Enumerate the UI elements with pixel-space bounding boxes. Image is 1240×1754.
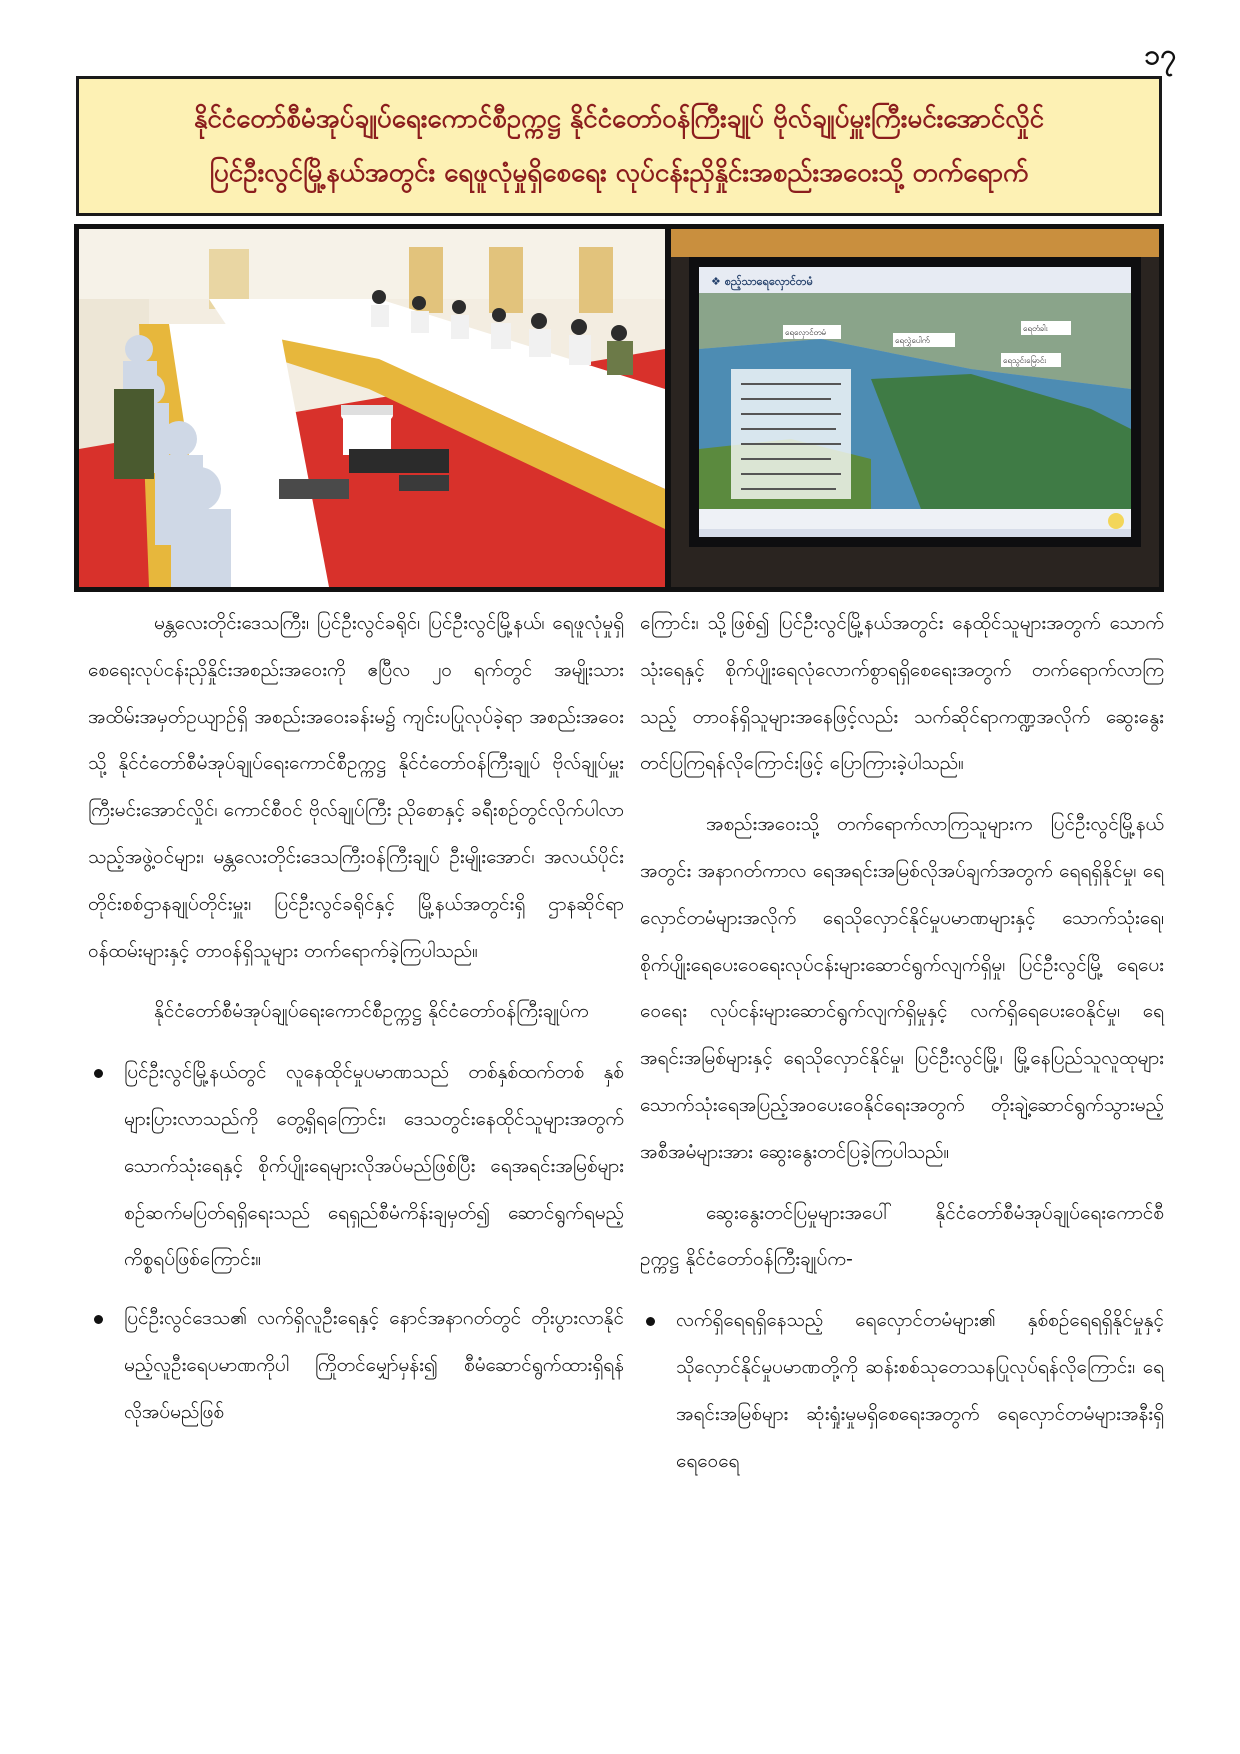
headline-line-1: နိုင်ငံတော်စီမံအုပ်ချုပ်ရေးကောင်စီဥက္ကဋ္ဌ နိုင်ငံတော်ဝန်ကြီးချုပ် ဗိုလ်ချုပ်မှူးကြီးမင်းအောင်လှိုင် [193, 104, 1045, 134]
bullet-text: ပြင်ဦးလွင်ဒေသ၏ လက်ရှိလူဦးရေနှင့် နောင်အနာဂတ်တွင် တိုးပွားလာနိုင်မည့်လူဦးရေပမာဏကိုပါ ကြိုတင်မျှော်မှန်း၍ စီမံဆောင်ရွက်ထားရှိရန် လိုအပ်မည်ဖြစ် [124, 1307, 624, 1423]
bullet-text: လက်ရှိရေရရှိနေသည့် ရေလှောင်တမံများ၏ နှစ်စဉ်ရေရရှိနိုင်မှုနှင့် သိုလှောင်နိုင်မှုပမာဏတို့ကို ဆန်းစစ်သုတေသနပြုလုပ်ရန်လိုကြောင်း၊ ရေအရင်းအမြစ်များ ဆုံးရှုံးမှုမရှိစေရေးအတွက် ရေလှောင်တမံများအနီးရှိ ရေဝေရေ [676, 1309, 1164, 1472]
right-column [640, 600, 1164, 1496]
presentation-screen-photo [671, 229, 1159, 587]
slide-label-1: ရေလှောင်တမံ [785, 328, 826, 337]
slide-label-2: ရေလွှဲပေါက် [895, 336, 930, 345]
bullet-item [88, 1049, 624, 1283]
paragraph: အစည်းအဝေးသို့ တက်ရောက်လာကြသူများက ပြင်ဦးလွင်မြို့နယ်အတွင်း အနာဂတ်ကာလ ရေအရင်းအမြစ်လိုအပ်ချက်အတွက် ရေရရှိနိုင်မှု၊ ရေလှောင်တမံများအလိုက် ရေသိုလှောင်နိုင်မှုပမာဏများနှင့် သောက်သုံးရေ၊ စိုက်ပျိုးရေပေးဝေရေးလုပ်ငန်းများဆောင်ရွက်လျက်ရှိမှု၊ ပြင်ဦးလွင်မြို့ ရေပေးဝေရေး လုပ်ငန်းများဆောင်ရွက်လျက်ရှိမှုနှင့် လက်ရှိရေပေးဝေနိုင်မှု၊ ရေအရင်းအမြစ်များနှင့် ရေသိုလှောင်နိုင်မှု၊ ပြင်ဦးလွင်မြို့၊ မြို့နေပြည်သူလူထုများ သောက်သုံးရေအပြည့်အဝပေးဝေနိုင်ရေးအတွက် တိုးချဲ့ဆောင်ရွက်သွားမည့်အစီအမံများအား ဆွေးနွေးတင်ပြခဲ့ကြပါသည်။ [640, 813, 1164, 1163]
photo-frame [74, 224, 1164, 592]
bullet-icon [94, 1315, 103, 1324]
page-number: ၁၇ [1144, 38, 1176, 71]
paragraph: ဆွေးနွေးတင်ပြမှုများအပေါ် နိုင်ငံတော်စီမံအုပ်ချုပ်ရေးကောင်စီဥက္ကဋ္ဌ နိုင်ငံတော်ဝန်ကြီးချုပ်က- [640, 1201, 1164, 1271]
bullet-text: ပြင်ဦးလွင်မြို့နယ်တွင် လူနေထိုင်မှုပမာဏသည် တစ်နှစ်ထက်တစ် နှစ်များပြားလာသည်ကို တွေ့ရှိရကြောင်း၊ ဒေသတွင်းနေထိုင်သူများအတွက် သောက်သုံးရေနှင့် စိုက်ပျိုးရေများလိုအပ်မည်ဖြစ်ပြီး ရေအရင်းအမြစ်များ စဉ်ဆက်မပြတ်ရရှိရေးသည် ရေရှည်စီမံကိန်းချမှတ်၍ ဆောင်ရွက်ရမည့်ကိစ္စရပ်ဖြစ်ကြောင်း။ [124, 1061, 624, 1271]
bullet-icon [646, 1317, 655, 1326]
bullet-icon [94, 1069, 103, 1078]
paragraph: မန္တလေးတိုင်းဒေသကြီး၊ ပြင်ဦးလွင်ခရိုင်၊ ပြင်ဦးလွင်မြို့နယ်၊ ရေဖူလုံမှုရှိစေရေးလုပ်ငန်းညှိနှိုင်းအစည်းအဝေးကို ဧပြီလ ၂၀ ရက်တွင် အမျိုးသားအထိမ်းအမှတ်ဥယျာဉ်ရှိ အစည်းအဝေးခန်းမ၌ ကျင်းပပြုလုပ်ခဲ့ရာ အစည်းအဝေးသို့ နိုင်ငံတော်စီမံအုပ်ချုပ်ရေးကောင်စီဥက္ကဋ္ဌ နိုင်ငံတော်ဝန်ကြီးချုပ် ဗိုလ်ချုပ်မှူးကြီးမင်းအောင်လှိုင်၊ ကောင်စီဝင် ဗိုလ်ချုပ်ကြီး ညိုစောနှင့် ခရီးစဉ်တွင်လိုက်ပါလာသည့်အဖွဲ့ဝင်များ၊ မန္တလေးတိုင်းဒေသကြီးဝန်ကြီးချုပ် ဦးမျိုးအောင်၊ အလယ်ပိုင်းတိုင်းစစ်ဌာနချုပ်တိုင်းမှူး၊ ပြင်ဦးလွင်ခရိုင်နှင့် မြို့နယ်အတွင်းရှိ ဌာနဆိုင်ရာဝန်ထမ်းများနှင့် တာဝန်ရှိသူများ တက်ရောက်ခဲ့ကြပါသည်။ [88, 612, 624, 962]
headline-line-2: ပြင်ဦးလွင်မြို့နယ်အတွင်း ရေဖူလုံမှုရှိစေရေး လုပ်ငန်းညှိနှိုင်းအစည်းအဝေးသို့ တက်ရောက် [209, 158, 1029, 188]
slide-title: ❖ စည့်သာရေလှောင်တမံ [711, 275, 813, 288]
bullet-item [640, 1297, 1164, 1484]
left-column [88, 600, 624, 1448]
paragraph: နိုင်ငံတော်စီမံအုပ်ချုပ်ရေးကောင်စီဥက္ကဋ္ဌ နိုင်ငံတော်ဝန်ကြီးချုပ်က [154, 1000, 589, 1023]
slide-label-4: ရေသွင်းမြောင်း [1003, 356, 1047, 365]
slide-label-3: ရေတံခါး [1023, 324, 1048, 333]
bullet-item [88, 1295, 624, 1435]
headline-box [76, 76, 1162, 216]
paragraph: ကြောင်း၊ သို့ဖြစ်၍ ပြင်ဦးလွင်မြို့နယ်အတွင်း နေထိုင်သူများအတွက် သောက်သုံးရေနှင့် စိုက်ပျိုးရေလုံလောက်စွာရရှိစေရေးအတွက် တက်ရောက်လာကြသည့် တာဝန်ရှိသူများအနေဖြင့်လည်း သက်ဆိုင်ရာကဏ္ဍအလိုက် ဆွေးနွေးတင်ပြကြရန်လိုကြောင်းဖြင့် ပြောကြားခဲ့ပါသည်။ [640, 612, 1164, 775]
meeting-room-photo [79, 229, 665, 587]
